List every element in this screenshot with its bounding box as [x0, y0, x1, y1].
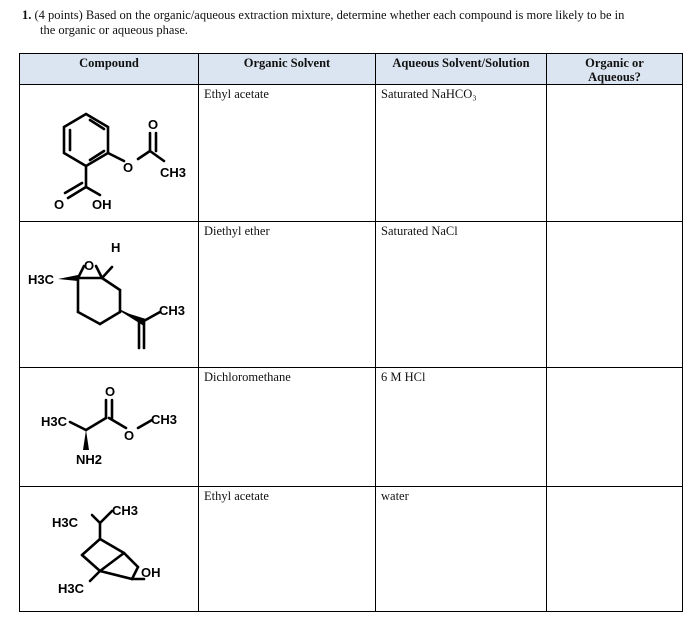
- header-aqueous-solvent: Aqueous Solvent/Solution: [376, 54, 547, 85]
- answer-cell-2[interactable]: [547, 222, 683, 368]
- compound-structure-2: [20, 222, 199, 368]
- header-compound: Compound: [20, 54, 199, 85]
- organic-solvent-2: Diethyl ether: [199, 222, 376, 368]
- extraction-table: [19, 53, 683, 612]
- methyl-bottom-label: H3C: [58, 581, 85, 596]
- methyl-left-label: H3C: [28, 272, 55, 287]
- aqueous-solvent-2: Saturated NaCl: [376, 222, 547, 368]
- methyl-label: CH3: [160, 165, 187, 180]
- organic-solvent-4: Ethyl acetate: [199, 487, 376, 612]
- methyl-top-right-label: CH3: [112, 503, 139, 518]
- table-row: [20, 85, 683, 222]
- acid-oxygen-label: O: [54, 197, 65, 212]
- methyl-top-left-label: H3C: [52, 515, 79, 530]
- epoxide-oxygen-label: O: [84, 258, 95, 273]
- carbonyl-oxygen-label: O: [105, 384, 116, 399]
- organic-solvent-1: Ethyl acetate: [199, 85, 376, 222]
- question-text-line1: (4 points) Based on the organic/aqueous extraction mixture, determine whether each compound is more likely to be in: [34, 8, 625, 22]
- methyl-right-label: CH3: [151, 412, 178, 427]
- borneol-structure: [20, 487, 198, 611]
- header-row: [20, 54, 683, 85]
- hydroxyl-label: OH: [141, 565, 161, 580]
- carbonyl-oxygen-label: O: [148, 117, 159, 132]
- methyl-right-label: CH3: [159, 303, 186, 318]
- header-organic-solvent: Organic Solvent: [199, 54, 376, 85]
- ester-oxygen-label: O: [124, 428, 135, 443]
- question-prompt: [22, 8, 682, 38]
- amine-label: NH2: [76, 452, 103, 467]
- question-text-line2: the organic or aqueous phase.: [40, 23, 188, 37]
- organic-solvent-3: Dichloromethane: [199, 368, 376, 487]
- hydroxyl-label: OH: [92, 197, 112, 212]
- compound-structure-1: [20, 85, 199, 222]
- aspirin-structure: [20, 85, 198, 221]
- methyl-left-label: H3C: [41, 414, 68, 429]
- question-number: 1.: [22, 8, 32, 22]
- hydrogen-label: H: [111, 240, 121, 255]
- compound-structure-4: [20, 487, 199, 612]
- answer-cell-3[interactable]: [547, 368, 683, 487]
- alanine-ester-structure: [20, 368, 198, 486]
- table-row: [20, 487, 683, 612]
- answer-cell-4[interactable]: [547, 487, 683, 612]
- aqueous-solvent-3: 6 M HCl: [376, 368, 547, 487]
- answer-cell-1[interactable]: [547, 85, 683, 222]
- header-organic-or-aqueous: Organic or Aqueous?: [547, 54, 683, 85]
- compound-structure-3: [20, 368, 199, 487]
- table-row: [20, 368, 683, 487]
- table-row: [20, 222, 683, 368]
- aqueous-solvent-4: water: [376, 487, 547, 612]
- limonene-oxide-structure: [20, 222, 198, 367]
- ester-oxygen-label: O: [123, 160, 134, 175]
- aqueous-solvent-1: Saturated NaHCO₃: [376, 85, 547, 222]
